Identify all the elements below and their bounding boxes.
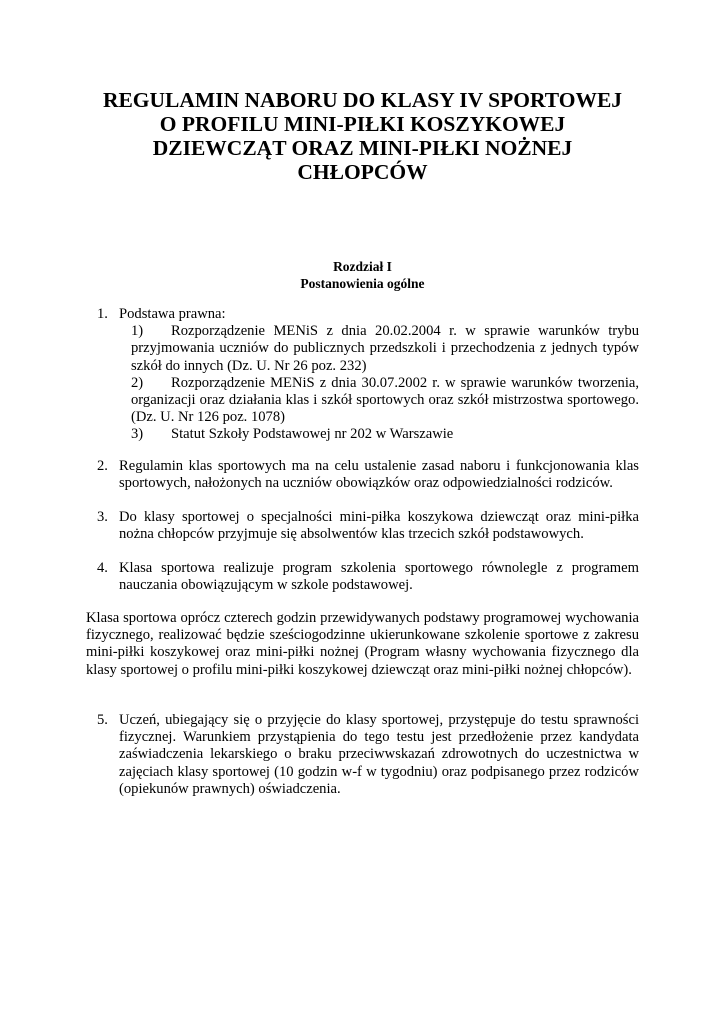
sub-item-rest: organizacji oraz działania klas i szkół sportowych oraz szkół mistrzostwa sportowego. (Dz. U. Nr 126 poz. 1078) xyxy=(131,392,639,426)
list-item-number: 3. xyxy=(97,509,108,525)
list-item-number: 5. xyxy=(97,712,108,728)
list-item-3 xyxy=(97,509,639,543)
list-item-text: Klasa sportowa realizuje program szkolenia sportowego równolegle z programem nauczania obowiązującym w szkole podstawowej. xyxy=(119,560,639,594)
document-title xyxy=(60,88,665,184)
list-item-text: Uczeń, ubiegający się o przyjęcie do klasy sportowej, przystępuje do testu sprawności fizycznej. Warunkiem przystąpienia do tego testu jest przedłożenie przez kandydata zaświadczenia lekarskiego o braku przeciwwskazań zdrowotnych do uczestnictwa w zajęciach klasy sportowej (10 godzin w-f w tygodniu) oraz podpisanego przez rodziców (opiekunów prawnych) oświadczenia. xyxy=(119,712,639,797)
sub-item-first-line: Statut Szkoły Podstawowej nr 202 w Warszawie xyxy=(171,426,454,443)
body-paragraph: Klasa sportowa oprócz czterech godzin przewidywanych podstawy programowej wychowania fizycznego, realizować będzie sześciogodzinne ukierunkowane szkolenie sportowe z zakresu mini-piłki koszykowej oraz mini-piłki nożnej (Program własny wychowania fizycznego dla klasy sportowej o profilu mini-piłki koszykowej dziewcząt oraz mini-piłki nożnej chłopców). xyxy=(86,610,639,678)
list-item-1 xyxy=(97,306,639,444)
list-item-2 xyxy=(97,458,639,492)
sub-item-2 xyxy=(131,375,639,427)
list-item-number: 2. xyxy=(97,458,108,474)
sub-item-number: 3) xyxy=(131,426,144,443)
list-item-5 xyxy=(97,712,639,798)
sub-item-number: 1) xyxy=(131,323,144,340)
list-item-number: 1. xyxy=(97,306,108,322)
title-line-4: CHŁOPCÓW xyxy=(297,160,428,184)
chapter-number: Rozdział I xyxy=(333,259,392,274)
list-item-text: Regulamin klas sportowych ma na celu ustalenie zasad naboru i funkcjonowania klas sportowych, nałożonych na uczniów obowiązków oraz odpowiedzialności rodziców. xyxy=(119,458,639,492)
chapter-heading xyxy=(60,258,665,292)
list-item-number: 4. xyxy=(97,560,108,576)
title-line-2: O PROFILU MINI-PIŁKI KOSZYKOWEJ xyxy=(159,112,566,136)
title-line-1: REGULAMIN NABORU DO KLASY IV SPORTOWEJ xyxy=(102,88,623,112)
sub-item-number: 2) xyxy=(131,374,144,391)
list-item-4 xyxy=(97,560,639,594)
sub-item-first-line: Rozporządzenie MENiS z dnia 20.02.2004 r. w sprawie warunków trybu xyxy=(171,323,639,340)
list-item-text: Podstawa prawna: xyxy=(119,306,226,322)
sub-list xyxy=(131,323,639,443)
title-line-3: DZIEWCZĄT ORAZ MINI-PIŁKI NOŻNEJ xyxy=(152,136,573,160)
sub-item-1 xyxy=(131,323,639,375)
sub-item-rest: przyjmowania uczniów do publicznych przedszkoli i przechodzenia z jednych typów szkół do innych (Dz. U. Nr 26 poz. 232) xyxy=(131,340,639,374)
sub-item-3 xyxy=(131,426,639,443)
list-item-text: Do klasy sportowej o specjalności mini-piłka koszykowa dziewcząt oraz mini-piłka nożna chłopców przyjmuje się absolwentów klas trzecich szkół podstawowych. xyxy=(119,509,639,543)
sub-item-first-line: Rozporządzenie MENiS z dnia 30.07.2002 r. w sprawie warunków tworzenia, xyxy=(171,374,639,391)
chapter-name: Postanowienia ogólne xyxy=(300,276,425,291)
